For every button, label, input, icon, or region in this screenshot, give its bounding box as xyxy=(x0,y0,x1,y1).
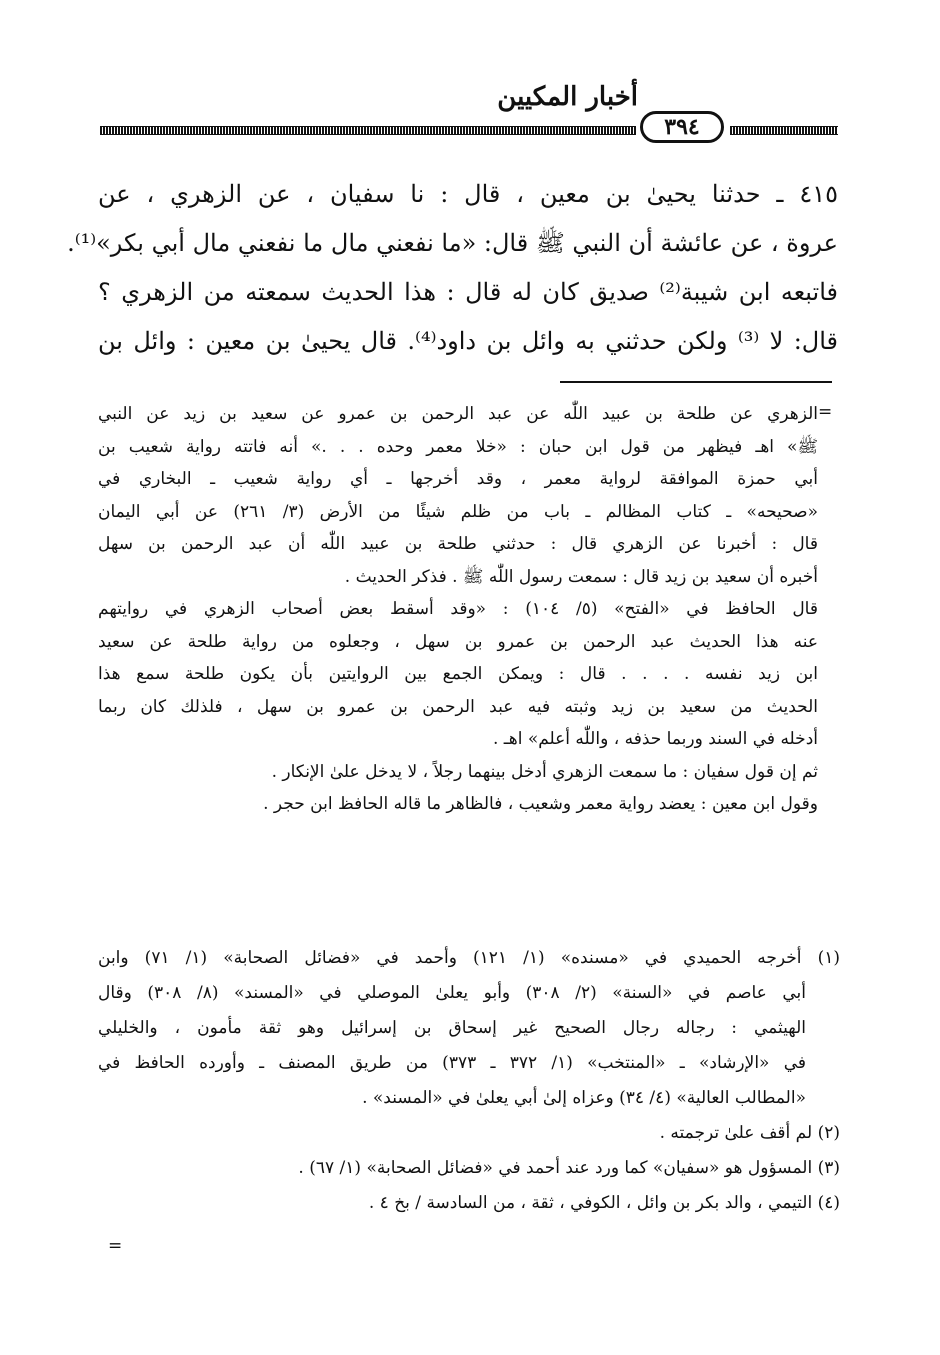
hadith-text xyxy=(67,170,839,366)
continuation-marker: = xyxy=(818,402,833,422)
note-line: الحديث من سعيد بن زيد وثبته فيه عبد الرحمن بن عمرو بن سهل ، فلذلك كان ربما xyxy=(98,696,818,717)
note-line: أبي حمزة الموافقة لرواية معمر ، وقد أخرجها ـ أي رواية شعيب ـ البخاري في xyxy=(98,469,818,489)
footnote-line: (١) أخرجه الحميدي في «مسنده» (١/ ١٢١) وأحمد في «فضائل الصحابة» (١/ ٧١) وابن xyxy=(98,948,840,968)
footnote-line: (٢) لم أقف علىٰ ترجمته . xyxy=(659,1123,840,1143)
note-line: ﷺ» اهـ فيظهر من قول ابن حبان : «خلا معمر وحده . . .» أنه فاتته رواية شعيب بن xyxy=(98,436,818,457)
note-line: الزهري عن طلحة بن عبيد اللّٰه عن عبد الرحمن بن عمرو عن سعيد بن زيد عن النبي xyxy=(98,404,818,424)
footnote-line: أبي عاصم في «السنة» (٢/ ٣٠٨) وأبو يعلىٰ الموصلي في «المسند» (٨/ ٣٠٨) وقال xyxy=(98,983,806,1003)
note-line: وقول ابن معين : يعضد رواية معمر وشعيب ، فالظاهر ما قاله الحافظ ابن حجر . xyxy=(263,794,818,814)
footnote-separator xyxy=(560,381,832,383)
note-line: قال الحافظ في «الفتح» (٥/ ١٠٤) : «وقد أسقط بعض أصحاب الزهري في روايتهم xyxy=(98,599,818,619)
note-line: أدخله في السند وربما حذفه ، واللّٰه أعلم» اهـ . xyxy=(492,729,818,749)
running-header-title: أخبار المكيين xyxy=(497,82,638,112)
note-line: أخبره أن سعيد بن زيد قال : سمعت رسول اللّٰه ﷺ . فذكر الحديث . xyxy=(344,566,818,587)
footnote-line: الهيثمي : رجاله رجال الصحيح غير إسحاق بن إسرائيل وهو ثقة مأمون ، والخليلي xyxy=(98,1018,806,1038)
page-number: ٣٩٤ xyxy=(640,111,724,143)
footnote-line: (٣) المسؤول هو «سفيان» كما ورد عند أحمد في «فضائل الصحابة» (١/ ٦٧) . xyxy=(298,1158,840,1178)
footnote-line: (٤) التيمي ، والد بكر بن وائل ، الكوفي ، ثقة ، من السادسة / بخ ٤ . xyxy=(368,1193,840,1213)
header-rule-left xyxy=(100,126,636,135)
main-text-line: ٤١٥ ـ حدثنا يحيىٰ بن معين ، قال : نا سفيان ، عن الزهري ، عن xyxy=(98,180,838,208)
note-line: قال : أخبرنا عن الزهري قال : حدثني طلحة بن عبيد اللّٰه أن عبد الرحمن بن سهل xyxy=(98,534,818,554)
note-line: ابن زيد نفسه . . . . قال : ويمكن الجمع بين الروايتين بأن يكون طلحة سمع هذا xyxy=(98,664,818,684)
note-line: «صحيحه» ـ كتاب المظالم ـ باب من ظلم شيئًا من الأرض (٣/ ٢٦١) عن أبي اليمان xyxy=(98,501,818,522)
footnote-line: «المطالب العالية» (٤/ ٣٤) وعزاه إلىٰ أبي يعلىٰ في «المسند» . xyxy=(362,1088,806,1108)
continuation-marker-end: = xyxy=(108,1236,123,1256)
note-line: ثم إن قول سفيان : ما سمعت الزهري أدخل بينهما رجلاً ، لا يدخل علىٰ الإنكار . xyxy=(271,761,818,782)
note-line: عنه هذا الحديث عبد الرحمن بن عمرو بن سهل ، وجعلوه من رواية طلحة عن سعيد xyxy=(98,631,818,652)
main-text-line: قال: لا ⁽³⁾ ولكن حدثني به وائل بن داود⁽⁴⁾. قال يحيىٰ بن معين : وائل بن xyxy=(98,327,839,355)
continued-note xyxy=(98,398,840,821)
header-rule-right xyxy=(730,126,838,135)
main-text-line: فاتبعه ابن شيبة⁽²⁾ صديق كان له قال : هذا الحديث سمعته من الزهري ؟ xyxy=(98,278,838,306)
footnotes xyxy=(98,941,840,1221)
main-text-line: عروة ، عن عائشة أن النبي ﷺ قال: «ما نفعني مال ما نفعني مال أبي بكر»⁽¹⁾. xyxy=(67,229,838,257)
footnote-line: في «الإرشاد» ـ «المنتخب» (١/ ٣٧٢ ـ ٣٧٣) من طريق المصنف ـ وأورده الحافظ في xyxy=(98,1053,806,1073)
